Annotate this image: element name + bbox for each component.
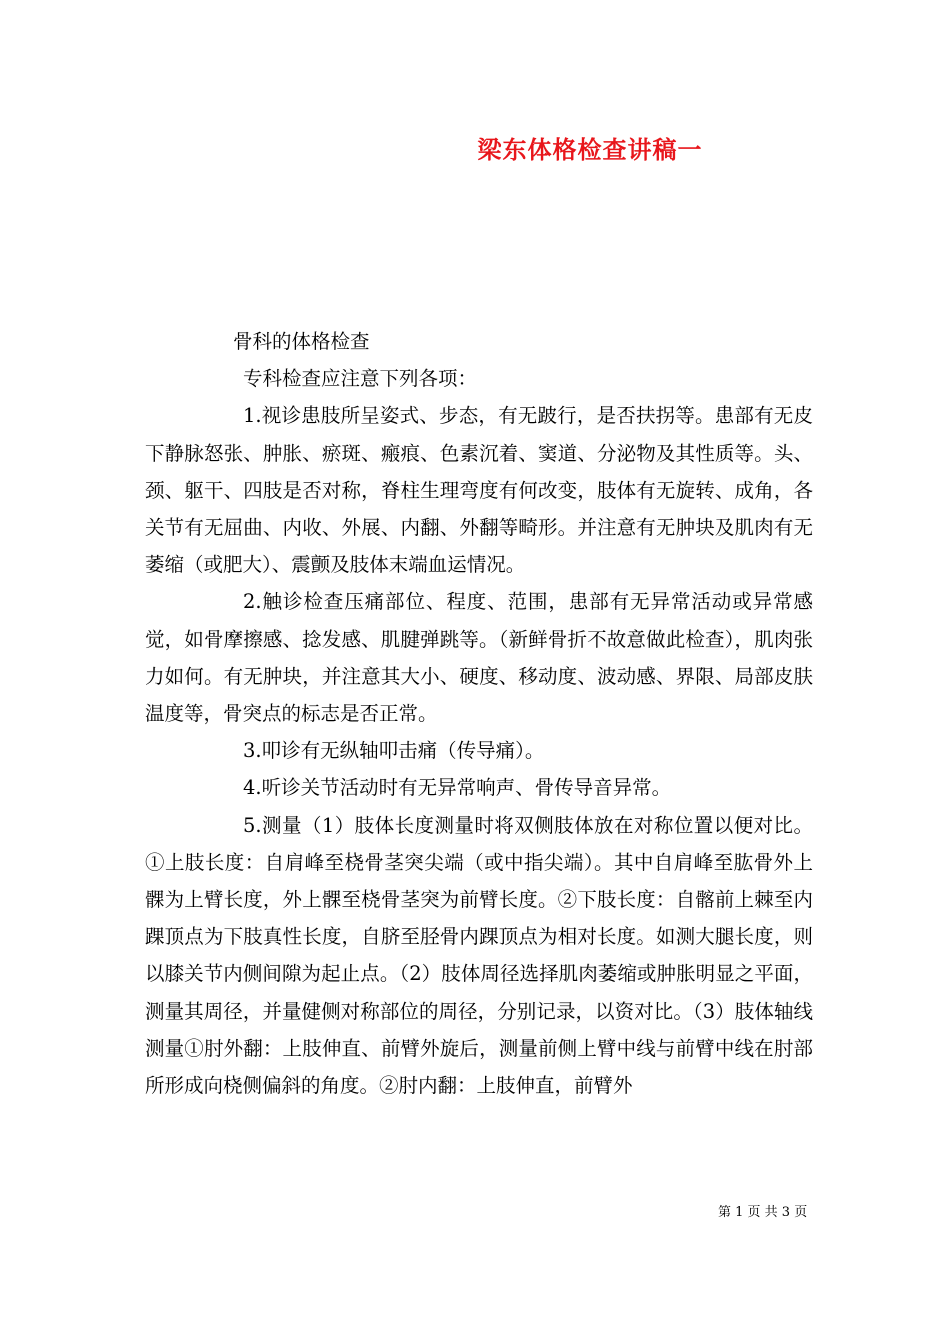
paragraph-measurement: 5.测量（1）肢体长度测量时将双侧肢体放在对称位置以便对比。①上肢长度：自肩峰至桡骨茎突尖端（或中指尖端）。其中自肩峰至肱骨外上髁为上臂长度，外上髁至桡骨茎突为前臂长度。②下肢长度：自髂前上棘至内踝顶点为下肢真性长度，自脐至胫骨内踝顶点为相对长度。如测大腿长度，则以膝关节内侧间隙为起止点。（2）肢体周径选择肌肉萎缩或肿胀明显之平面，测量其周径，并量健侧对称部位的周径，分别记录，以资对比。（3）肢体轴线测量①肘外翻：上肢伸直、前臂外旋后，测量前侧上臂中线与前臂中线在肘部所形成向桡侧偏斜的角度。②肘内翻：上肢伸直，前臂外 xyxy=(145,813,813,1098)
paragraph-auscultation: 4.听诊关节活动时有无异常响声、骨传导音异常。 xyxy=(243,776,672,800)
paragraph-inspection: 1.视诊患肢所呈姿式、步态，有无跛行，是否扶拐等。患部有无皮下静脉怒张、肿胀、瘀斑、瘢痕、色素沉着、窦道、分泌物及其性质等。头、颈、躯干、四肢是否对称，脊柱生理弯度有何改变，肢体有无旋转、成角，各关节有无屈曲、内收、外展、内翻、外翻等畸形。并注意有无肿块及肌肉有无萎缩（或肥大）、震颤及肢体末端血运情况。 xyxy=(145,404,813,577)
intro-line: 专科检查应注意下列各项： xyxy=(243,367,478,391)
document-body xyxy=(145,323,813,1104)
paragraph-palpation: 2.触诊检查压痛部位、程度、范围，患部有无异常活动或异常感觉，如骨摩擦感、捻发感、肌腱弹跳等。（新鲜骨折不故意做此检查），肌肉张力如何。有无肿块，并注意其大小、硬度、移动度、波动感、界限、局部皮肤温度等，骨突点的标志是否正常。 xyxy=(145,590,813,726)
section-heading: 骨科的体格检查 xyxy=(233,330,370,353)
document-title: 梁东体格检查讲稿一 xyxy=(477,135,703,164)
paragraph-percussion: 3.叩诊有无纵轴叩击痛（传导痛）。 xyxy=(243,739,545,763)
page-number-footer: 第 1 页 共 3 页 xyxy=(718,1205,808,1220)
